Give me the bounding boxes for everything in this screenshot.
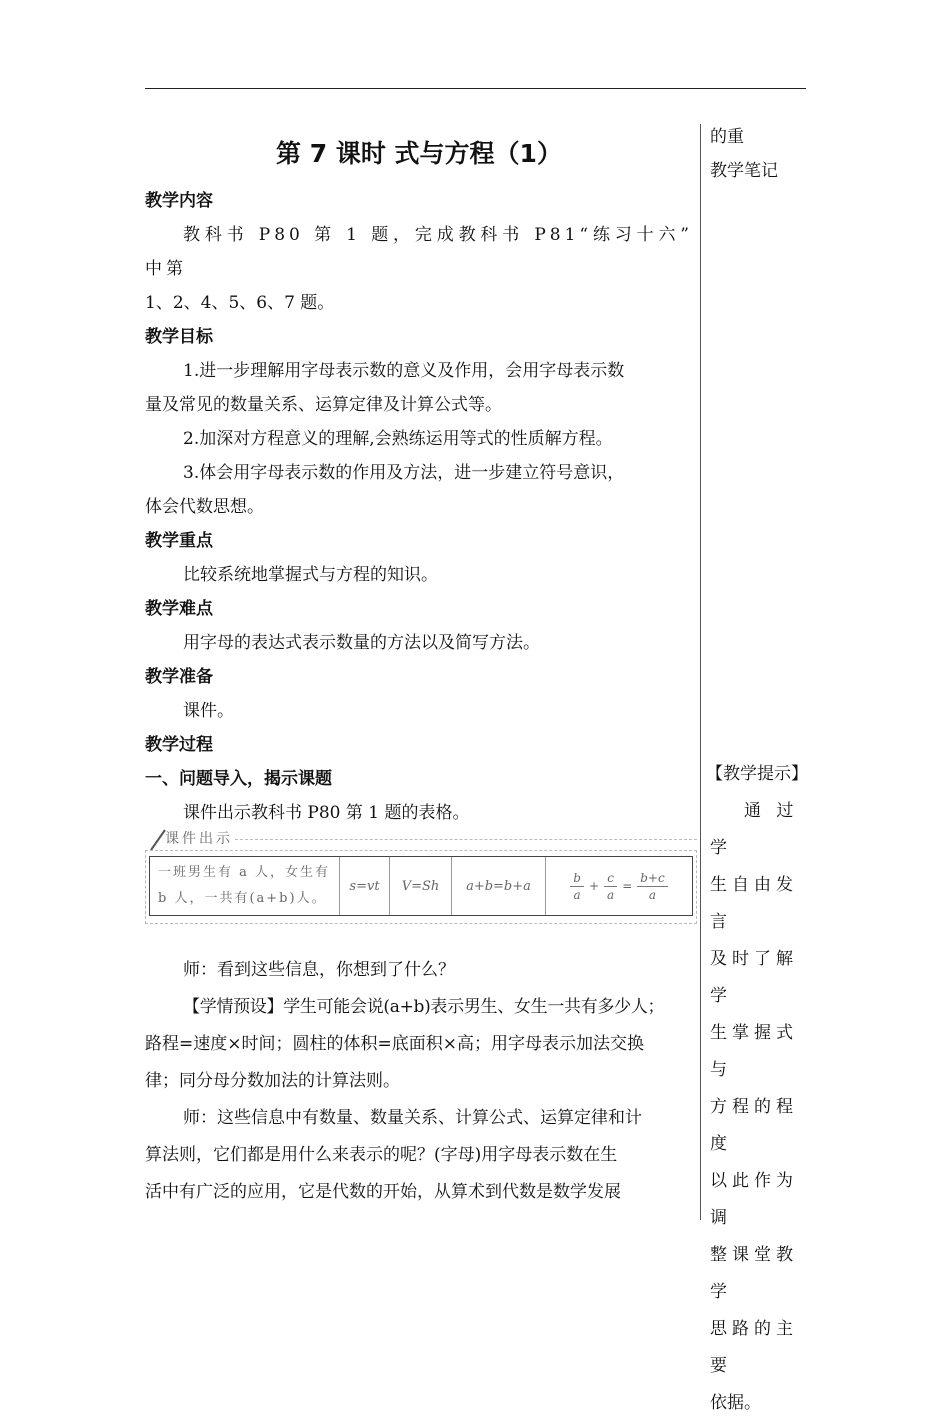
fraction-denominator: a (573, 887, 581, 902)
fraction-numerator: b+c (637, 870, 667, 887)
goal1-line2: 量及常见的数量关系、运算定律及计算公式等。 (145, 395, 502, 415)
fraction-b-over-a (570, 870, 584, 903)
heading-key: 教学重点 (145, 531, 213, 551)
lesson-body (145, 124, 693, 830)
margin-divider (700, 124, 701, 1220)
dialogue-body (145, 952, 693, 1211)
goal3-line1: 3.体会用字母表示数的作用及方法，进一步建立符号意识， (183, 463, 625, 483)
tip-line4: 生掌握式与 (710, 1023, 798, 1080)
fraction-c-over-a (604, 870, 617, 903)
tip-line5: 方程的程度 (710, 1097, 798, 1154)
heading-step1: 一、问题导入，揭示课题 (145, 769, 332, 789)
prep-text: 课件。 (183, 701, 234, 721)
goal2: 2.加深对方程意义的理解,会熟练运用等式的性质解方程。 (183, 429, 613, 449)
heading-goals: 教学目标 (145, 327, 213, 347)
sidebar-top-line1: 的重 (710, 127, 744, 147)
fraction-denominator: a (607, 887, 615, 902)
courseware-table (149, 856, 693, 916)
cell-fraction-rule (546, 857, 692, 915)
fraction-bc-over-a (637, 870, 667, 903)
sidebar-teaching-tip (706, 756, 808, 1422)
tip-line6: 以此作为调 (710, 1171, 798, 1228)
tip-line1: 通 过 学 (710, 801, 799, 858)
cell-class-count-line1: 一班男生有 a 人，女生有 (158, 865, 331, 880)
sidebar-notes (710, 120, 806, 188)
fraction-numerator: c (604, 870, 617, 887)
courseware-label (145, 828, 697, 852)
heading-difficulty: 教学难点 (145, 599, 213, 619)
courseware-box (145, 850, 697, 924)
dialogue-p3-line3: 活中有广泛的应用，它是代数的开始，从算术到代数是数学发展 (145, 1182, 621, 1202)
header-rule (145, 88, 806, 89)
dialogue-p1: 师：看到这些信息，你想到了什么？ (183, 960, 455, 980)
content-line2: 1、2、4、5、6、7 题。 (145, 293, 335, 313)
plus-sign: + (588, 879, 600, 893)
courseware-label-rule (235, 839, 697, 840)
content-line1: 教科书 P80 第 1 题，完成教科书 P81“练习十六” 中第 (145, 225, 693, 279)
dialogue-p2-line2: 路程=速度×时间；圆柱的体积=底面积×高；用字母表示加法交换 (145, 1034, 644, 1054)
dialogue-p3-line2: 算法则，它们都是用什么来表示的呢？(字母)用字母表示数在生 (145, 1145, 618, 1165)
cell-volume-formula: V=Sh (390, 857, 452, 915)
cell-distance-formula: s=vt (340, 857, 390, 915)
tip-line7: 整课堂教学 (710, 1245, 798, 1302)
heading-process: 教学过程 (145, 735, 213, 755)
difficulty-text: 用字母的表达式表示数量的方法以及简写方法。 (183, 633, 540, 653)
courseware-label-text: 课件出示 (165, 831, 233, 847)
tip-line9: 依据。 (710, 1393, 761, 1413)
sidebar-notes-title: 教学笔记 (710, 161, 778, 181)
dialogue-p2-line3: 律；同分母分数加法的计算法则。 (145, 1071, 400, 1091)
lesson-title: 第 7 课时 式与方程（1） (276, 139, 562, 168)
goal1-line1: 1.进一步理解用字母表示数的意义及作用，会用字母表示数 (183, 361, 625, 381)
tip-line8: 思路的主要 (710, 1319, 798, 1376)
heading-content: 教学内容 (145, 191, 213, 211)
cell-class-count (150, 857, 340, 915)
tip-title: 【教学提示】 (706, 764, 808, 784)
dialogue-p3-line1: 师：这些信息中有数量、数量关系、计算公式、运算定律和计 (183, 1108, 642, 1128)
key-text: 比较系统地掌握式与方程的知识。 (183, 565, 438, 585)
goal3-line2: 体会代数思想。 (145, 497, 264, 517)
fraction-numerator: b (570, 870, 584, 887)
tip-line2: 生自由发言 (710, 875, 798, 932)
step1-text: 课件出示教科书 P80 第 1 题的表格。 (183, 803, 470, 823)
dialogue-p2-line1: 【学情预设】学生可能会说(a+b)表示男生、女生一共有多少人； (183, 997, 665, 1017)
tip-line3: 及时了解学 (710, 949, 798, 1006)
equals-sign: = (622, 879, 633, 893)
cell-commutative-law: a+b=b+a (452, 857, 546, 915)
fraction-denominator: a (648, 887, 657, 902)
cell-class-count-line2: b 人，一共有(a+b)人。 (158, 891, 327, 906)
heading-prep: 教学准备 (145, 667, 213, 687)
